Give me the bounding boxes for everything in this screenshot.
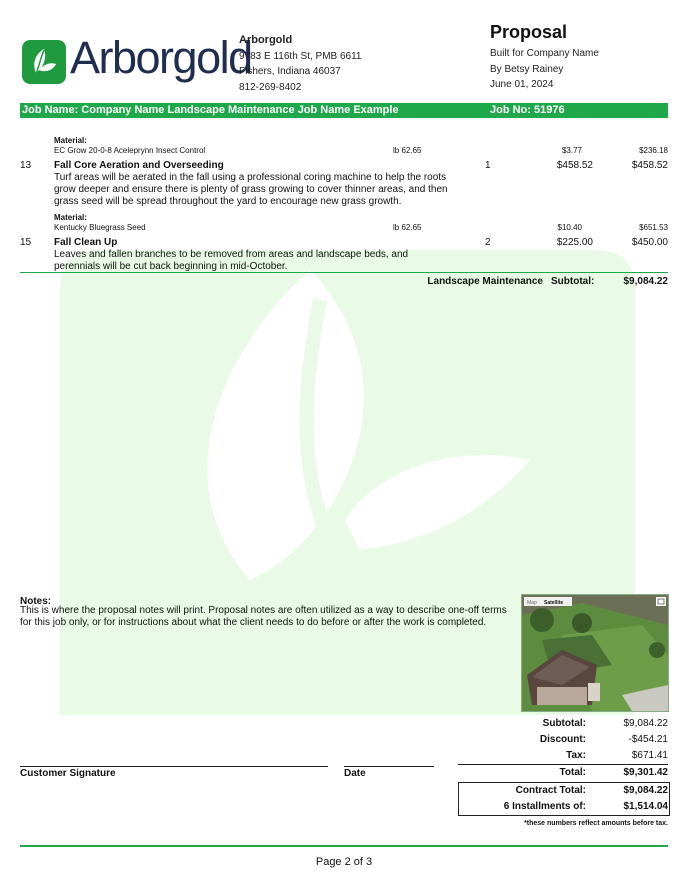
- discount-value: -$454.21: [628, 734, 668, 745]
- customer-signature-label: Customer Signature: [20, 768, 116, 779]
- item-price: $225.00: [556, 237, 593, 248]
- proposal-date: June 01, 2024: [490, 79, 554, 90]
- notes-label: Notes:: [20, 596, 52, 607]
- subtotal-label: Subtotal:: [542, 718, 586, 729]
- material-price: $10.40: [557, 223, 582, 232]
- section-name: Landscape Maintenance: [427, 276, 543, 287]
- discount-label: Discount:: [539, 734, 586, 745]
- notes-text: This is where the proposal notes will print. Proposal notes are often utilized as a way to describe one-off terms for this job only, or for instructions about what the client needs to do before or after the work is completed.: [20, 605, 507, 628]
- signature-line: [20, 766, 328, 767]
- address-line-1: 9783 E 116th St, PMB 6611: [239, 50, 362, 62]
- page-number: Page 2 of 3: [315, 856, 373, 868]
- material-total: $651.53: [639, 223, 668, 232]
- company-phone: 812-269-8402: [239, 81, 302, 93]
- author: By Betsy Rainey: [490, 63, 564, 75]
- item-title: Fall Core Aeration and Overseeding: [54, 160, 224, 171]
- totals-footnote: *these numbers reflect amounts before tax.: [524, 820, 668, 827]
- item-price: $458.52: [556, 160, 593, 171]
- material-name: EC Grow 20-0-8 Aceleprynn Insect Control: [54, 146, 206, 155]
- item-quantity: 2: [485, 237, 491, 248]
- date-label: Date: [344, 768, 366, 779]
- proposal-meta: [490, 46, 599, 93]
- material-price: $3.77: [561, 146, 582, 155]
- contract-total-label: Contract Total:: [515, 785, 586, 796]
- logo-icon: [22, 40, 66, 84]
- job-number: Job No: 51976: [490, 104, 565, 116]
- footer-divider: [20, 845, 668, 847]
- satellite-tab[interactable]: Satellite: [544, 600, 564, 606]
- section-divider: [20, 272, 668, 273]
- item-description: Leaves and fallen branches to be removed from areas and landscape beds, and perennials will be cut back beginning in mid-October.: [54, 249, 409, 272]
- tax-value: $671.41: [631, 750, 668, 761]
- item-total: $458.52: [631, 160, 668, 171]
- section-subtotal-label: Subtotal:: [551, 276, 595, 287]
- material-total: $236.18: [639, 146, 668, 155]
- item-quantity: 1: [485, 160, 491, 171]
- date-line: [344, 766, 434, 767]
- item-title: Fall Clean Up: [54, 237, 118, 248]
- material-unit: lb 62.65: [393, 223, 422, 232]
- totals-divider: [458, 764, 668, 765]
- material-name: Kentucky Bluegrass Seed: [54, 223, 146, 232]
- contract-total-value: $9,084.22: [623, 785, 668, 796]
- material-label: Material:: [54, 136, 87, 145]
- item-description: Turf areas will be aerated in the fall using a professional coring machine to help the roots grow deeper and ensure there is plenty of grass growing to cover thinner areas, and then grass seed will be spread throughout the yard to encourage new grass growth.: [54, 172, 448, 207]
- installments-value: $1,514.04: [623, 801, 668, 812]
- address-line-2: Fishers, Indiana 46037: [239, 66, 341, 77]
- tax-label: Tax:: [566, 750, 586, 761]
- property-aerial-image: [521, 594, 669, 712]
- map-tab[interactable]: Map: [527, 600, 537, 606]
- subtotal-value: $9,084.22: [623, 718, 668, 729]
- material-unit: lb 62.65: [393, 146, 422, 155]
- total-label: Total:: [559, 767, 586, 778]
- total-value: $9,301.42: [623, 767, 668, 778]
- item-number: 13: [20, 160, 32, 171]
- company-name: Arborgold: [239, 34, 293, 46]
- job-header-bar: [20, 103, 668, 118]
- material-label: Material:: [54, 213, 87, 222]
- built-for: Built for Company Name: [490, 48, 599, 59]
- logo-wordmark: Arborgold: [70, 32, 252, 83]
- installments-label: 6 Installments of:: [503, 801, 586, 812]
- document-title: Proposal: [490, 22, 568, 42]
- item-number: 15: [20, 237, 32, 248]
- job-name: Job Name: Company Name Landscape Maintenance Job Name Example: [22, 104, 399, 116]
- section-subtotal-value: $9,084.22: [623, 276, 668, 287]
- company-address: [239, 33, 362, 95]
- item-total: $450.00: [631, 237, 668, 248]
